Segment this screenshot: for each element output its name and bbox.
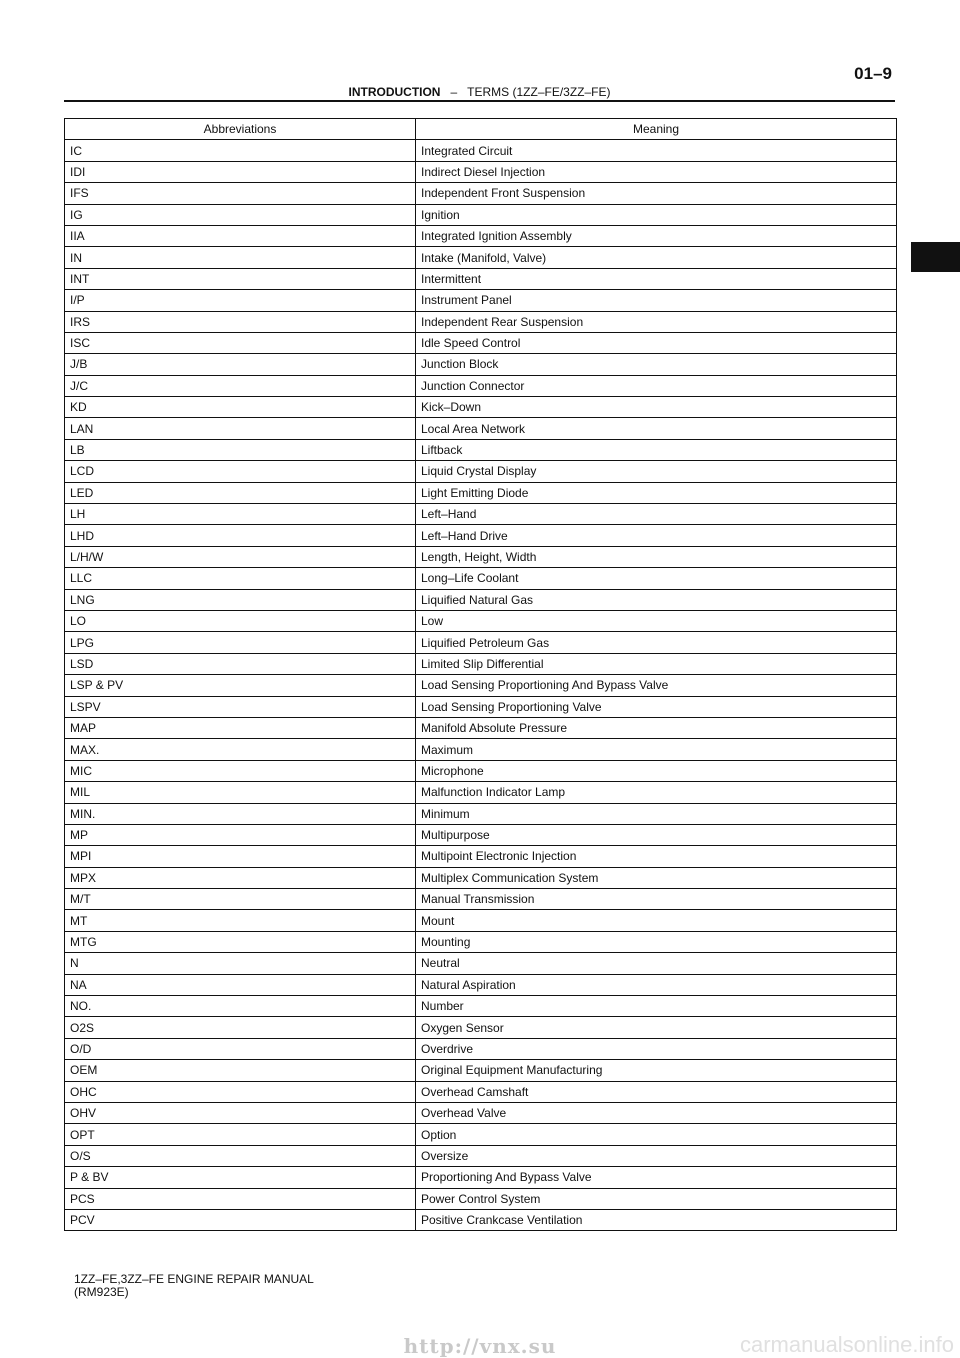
abbreviation-cell: INT xyxy=(65,268,416,289)
column-header-abbreviations: Abbreviations xyxy=(65,119,416,140)
meaning-cell: Number xyxy=(416,996,897,1017)
table-row xyxy=(65,1081,897,1102)
abbreviation-cell: MIL xyxy=(65,782,416,803)
table-row xyxy=(65,247,897,268)
meaning-cell: Proportioning And Bypass Valve xyxy=(416,1167,897,1188)
table-row xyxy=(65,867,897,888)
header-separator: – xyxy=(450,85,458,99)
meaning-cell: Multipurpose xyxy=(416,824,897,845)
table-row xyxy=(65,1188,897,1209)
abbreviation-cell: LNG xyxy=(65,589,416,610)
abbreviation-cell: IG xyxy=(65,204,416,225)
table-row xyxy=(65,931,897,952)
meaning-cell: Mounting xyxy=(416,931,897,952)
table-row xyxy=(65,739,897,760)
abbreviation-cell: O/S xyxy=(65,1145,416,1166)
footer xyxy=(74,1273,314,1299)
meaning-cell: Local Area Network xyxy=(416,418,897,439)
meaning-cell: Ignition xyxy=(416,204,897,225)
table-row xyxy=(65,1060,897,1081)
meaning-cell: Original Equipment Manufacturing xyxy=(416,1060,897,1081)
table-row xyxy=(65,332,897,353)
abbreviation-cell: LED xyxy=(65,482,416,503)
table-row xyxy=(65,183,897,204)
abbreviation-cell: NO. xyxy=(65,996,416,1017)
table-row xyxy=(65,525,897,546)
section-subtitle: TERMS (1ZZ–FE/3ZZ–FE) xyxy=(467,85,611,99)
table-row xyxy=(65,996,897,1017)
table-row xyxy=(65,760,897,781)
meaning-cell: Multiplex Communication System xyxy=(416,867,897,888)
table-row xyxy=(65,1209,897,1230)
abbreviation-cell: J/B xyxy=(65,354,416,375)
abbreviation-cell: LSP & PV xyxy=(65,675,416,696)
abbreviation-cell: J/C xyxy=(65,375,416,396)
abbreviation-cell: LAN xyxy=(65,418,416,439)
abbreviation-cell: O/D xyxy=(65,1038,416,1059)
header-rule xyxy=(64,100,895,102)
meaning-cell: Load Sensing Proportioning Valve xyxy=(416,696,897,717)
watermark-source: carmanualsonline.info xyxy=(739,1332,954,1357)
meaning-cell: Minimum xyxy=(416,803,897,824)
abbreviation-cell: M/T xyxy=(65,889,416,910)
meaning-cell: Independent Rear Suspension xyxy=(416,311,897,332)
abbreviation-cell: ISC xyxy=(65,332,416,353)
abbreviation-cell: KD xyxy=(65,397,416,418)
abbreviation-cell: LSPV xyxy=(65,696,416,717)
footer-manual-code: (RM923E) xyxy=(74,1285,129,1299)
table-row xyxy=(65,1167,897,1188)
abbreviation-cell: PCS xyxy=(65,1188,416,1209)
meaning-cell: Overhead Valve xyxy=(416,1102,897,1123)
table-row xyxy=(65,161,897,182)
table-row xyxy=(65,1017,897,1038)
abbreviation-cell: L/H/W xyxy=(65,546,416,567)
watermark-url: http://vnx.su xyxy=(403,1334,557,1358)
footer-manual-title: 1ZZ–FE,3ZZ–FE ENGINE REPAIR MANUAL xyxy=(74,1272,314,1286)
abbreviation-cell: P & BV xyxy=(65,1167,416,1188)
meaning-cell: Natural Aspiration xyxy=(416,974,897,995)
abbreviation-cell: MIC xyxy=(65,760,416,781)
meaning-cell: Junction Connector xyxy=(416,375,897,396)
meaning-cell: Multipoint Electronic Injection xyxy=(416,846,897,867)
table-row xyxy=(65,568,897,589)
abbreviation-cell: OPT xyxy=(65,1124,416,1145)
table-row xyxy=(65,504,897,525)
abbreviation-cell: IN xyxy=(65,247,416,268)
table-row xyxy=(65,610,897,631)
table-body xyxy=(65,140,897,1231)
abbreviation-cell: MPI xyxy=(65,846,416,867)
abbreviation-cell: MIN. xyxy=(65,803,416,824)
meaning-cell: Idle Speed Control xyxy=(416,332,897,353)
meaning-cell: Indirect Diesel Injection xyxy=(416,161,897,182)
table-row xyxy=(65,632,897,653)
abbreviation-cell: OHV xyxy=(65,1102,416,1123)
table-row xyxy=(65,974,897,995)
abbreviation-cell: MTG xyxy=(65,931,416,952)
abbreviation-cell: IDI xyxy=(65,161,416,182)
meaning-cell: Integrated Circuit xyxy=(416,140,897,161)
meaning-cell: Instrument Panel xyxy=(416,290,897,311)
abbreviation-cell: N xyxy=(65,953,416,974)
table-row xyxy=(65,140,897,161)
meaning-cell: Oxygen Sensor xyxy=(416,1017,897,1038)
table-row xyxy=(65,653,897,674)
abbreviation-cell: MT xyxy=(65,910,416,931)
meaning-cell: Oversize xyxy=(416,1145,897,1166)
meaning-cell: Left–Hand xyxy=(416,504,897,525)
meaning-cell: Maximum xyxy=(416,739,897,760)
meaning-cell: Liquified Petroleum Gas xyxy=(416,632,897,653)
abbreviation-cell: NA xyxy=(65,974,416,995)
table-row xyxy=(65,1145,897,1166)
meaning-cell: Malfunction Indicator Lamp xyxy=(416,782,897,803)
table-row xyxy=(65,461,897,482)
table-row xyxy=(65,290,897,311)
table-row xyxy=(65,675,897,696)
meaning-cell: Liftback xyxy=(416,439,897,460)
meaning-cell: Length, Height, Width xyxy=(416,546,897,567)
column-header-meaning: Meaning xyxy=(416,119,897,140)
meaning-cell: Manifold Absolute Pressure xyxy=(416,717,897,738)
meaning-cell: Microphone xyxy=(416,760,897,781)
table-row xyxy=(65,782,897,803)
table-row xyxy=(65,311,897,332)
table-row xyxy=(65,889,897,910)
table-row xyxy=(65,204,897,225)
abbreviation-cell: LH xyxy=(65,504,416,525)
meaning-cell: Intake (Manifold, Valve) xyxy=(416,247,897,268)
section-title: INTRODUCTION xyxy=(348,85,441,99)
meaning-cell: Power Control System xyxy=(416,1188,897,1209)
table-row xyxy=(65,482,897,503)
meaning-cell: Left–Hand Drive xyxy=(416,525,897,546)
abbreviation-cell: OEM xyxy=(65,1060,416,1081)
abbreviation-cell: LB xyxy=(65,439,416,460)
meaning-cell: Kick–Down xyxy=(416,397,897,418)
meaning-cell: Long–Life Coolant xyxy=(416,568,897,589)
abbreviation-cell: LCD xyxy=(65,461,416,482)
abbreviation-cell: LHD xyxy=(65,525,416,546)
meaning-cell: Positive Crankcase Ventilation xyxy=(416,1209,897,1230)
meaning-cell: Option xyxy=(416,1124,897,1145)
meaning-cell: Neutral xyxy=(416,953,897,974)
abbreviation-cell: PCV xyxy=(65,1209,416,1230)
abbreviation-cell: LSD xyxy=(65,653,416,674)
abbreviation-cell: O2S xyxy=(65,1017,416,1038)
page-number: 01–9 xyxy=(854,64,892,83)
meaning-cell: Liquid Crystal Display xyxy=(416,461,897,482)
table-row xyxy=(65,418,897,439)
abbreviation-cell: IC xyxy=(65,140,416,161)
meaning-cell: Limited Slip Differential xyxy=(416,653,897,674)
table-row xyxy=(65,354,897,375)
meaning-cell: Manual Transmission xyxy=(416,889,897,910)
abbreviations-table xyxy=(64,118,897,1231)
abbreviation-cell: IRS xyxy=(65,311,416,332)
table-row xyxy=(65,1124,897,1145)
table-row xyxy=(65,1038,897,1059)
meaning-cell: Mount xyxy=(416,910,897,931)
table-row xyxy=(65,824,897,845)
table-row xyxy=(65,803,897,824)
abbreviation-cell: I/P xyxy=(65,290,416,311)
table-row xyxy=(65,268,897,289)
abbreviation-cell: IIA xyxy=(65,225,416,246)
abbreviation-cell: IFS xyxy=(65,183,416,204)
abbreviation-cell: LLC xyxy=(65,568,416,589)
meaning-cell: Junction Block xyxy=(416,354,897,375)
table-row xyxy=(65,696,897,717)
table-header-row xyxy=(65,119,897,140)
meaning-cell: Load Sensing Proportioning And Bypass Valve xyxy=(416,675,897,696)
abbreviation-cell: LPG xyxy=(65,632,416,653)
table-row xyxy=(65,846,897,867)
table-row xyxy=(65,375,897,396)
abbreviation-cell: MAP xyxy=(65,717,416,738)
table-row xyxy=(65,546,897,567)
meaning-cell: Overhead Camshaft xyxy=(416,1081,897,1102)
abbreviation-cell: MP xyxy=(65,824,416,845)
meaning-cell: Intermittent xyxy=(416,268,897,289)
table-row xyxy=(65,717,897,738)
table-row xyxy=(65,397,897,418)
abbreviation-cell: LO xyxy=(65,610,416,631)
table-row xyxy=(65,439,897,460)
table-row xyxy=(65,910,897,931)
running-header xyxy=(64,85,895,99)
meaning-cell: Independent Front Suspension xyxy=(416,183,897,204)
table-row xyxy=(65,953,897,974)
abbreviation-cell: MPX xyxy=(65,867,416,888)
meaning-cell: Low xyxy=(416,610,897,631)
table-row xyxy=(65,225,897,246)
abbreviation-cell: MAX. xyxy=(65,739,416,760)
meaning-cell: Light Emitting Diode xyxy=(416,482,897,503)
abbreviation-cell: OHC xyxy=(65,1081,416,1102)
table-row xyxy=(65,589,897,610)
meaning-cell: Integrated Ignition Assembly xyxy=(416,225,897,246)
meaning-cell: Overdrive xyxy=(416,1038,897,1059)
meaning-cell: Liquified Natural Gas xyxy=(416,589,897,610)
table-row xyxy=(65,1102,897,1123)
section-tab-marker xyxy=(911,242,960,272)
